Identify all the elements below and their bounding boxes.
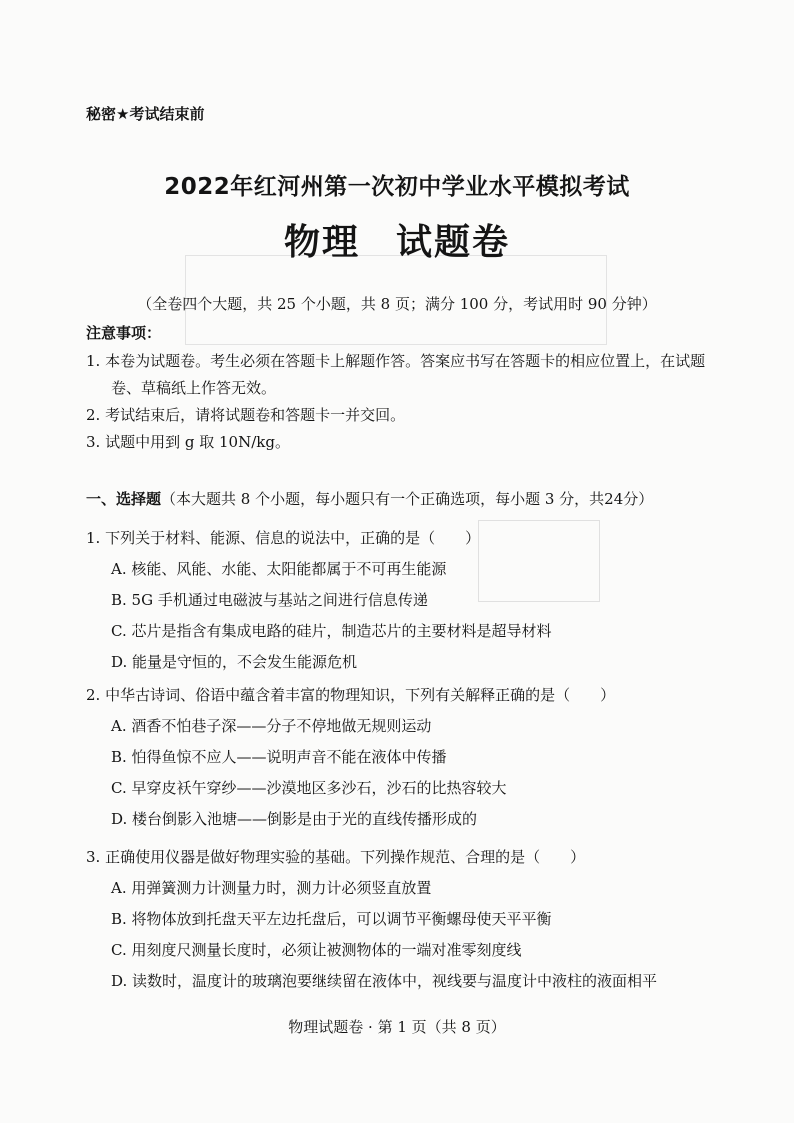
option-b: B. 将物体放到托盘天平左边托盘后，可以调节平衡螺母使天平平衡 [111, 910, 552, 928]
option-a: A. 核能、风能、水能、太阳能都属于不可再生能源 [111, 560, 447, 578]
section-label: 一、选择题 [86, 490, 162, 508]
paper-type: 试题卷 [396, 222, 511, 263]
option-a: A. 用弹簧测力计测量力时，测力计必须竖直放置 [111, 879, 432, 897]
exam-info: （全卷四个大题，共 25 个小题，共 8 页；满分 100 分，考试用时 90 分钟） [137, 295, 657, 313]
option-c: C. 早穿皮袄午穿纱——沙漠地区多沙石，沙石的比热容较大 [111, 779, 507, 797]
question-stem: 3. 正确使用仪器是做好物理实验的基础。下列操作规范、合理的是（ ） [86, 848, 586, 866]
note-item-continuation: 卷、草稿纸上作答无效。 [111, 379, 277, 397]
section-heading [86, 488, 653, 509]
bleed-through-circuit [478, 520, 600, 602]
note-text: 考试结束后，请将试题卷和答题卡一并交回。 [105, 406, 406, 424]
subject-title [0, 214, 794, 265]
confidential-label: 秘密★考试结束前 [86, 105, 205, 123]
note-number: 1. [86, 352, 101, 370]
note-text: 试题中用到 g 取 10N/kg。 [105, 433, 290, 451]
note-item [86, 350, 705, 371]
option-b: B. 怕得鱼惊不应人——说明声音不能在液体中传播 [111, 748, 447, 766]
note-text: 本卷为试题卷。考生必须在答题卡上解题作答。答案应书写在答题卡的相应位置上，在试题 [105, 352, 706, 370]
option-b: B. 5G 手机通过电磁波与基站之间进行信息传递 [111, 591, 428, 609]
exam-title: 2022年红河州第一次初中学业水平模拟考试 [164, 174, 630, 200]
note-item [86, 404, 405, 425]
notes-heading: 注意事项： [86, 324, 162, 342]
question-stem: 1. 下列关于材料、能源、信息的说法中，正确的是（ ） [86, 529, 481, 547]
option-a: A. 酒香不怕巷子深——分子不停地做无规则运动 [111, 717, 432, 735]
option-c: C. 用刻度尺测量长度时，必须让被测物体的一端对准零刻度线 [111, 941, 522, 959]
subject-name: 物理 [283, 222, 360, 263]
option-c: C. 芯片是指含有集成电路的硅片，制造芯片的主要材料是超导材料 [111, 622, 552, 640]
option-d: D. 读数时，温度计的玻璃泡要继续留在液体中，视线要与温度计中液柱的液面相平 [111, 972, 658, 990]
question-stem: 2. 中华古诗词、俗语中蕴含着丰富的物理知识，下列有关解释正确的是（ ） [86, 686, 616, 704]
note-number: 2. [86, 406, 101, 424]
option-d: D. 能量是守恒的，不会发生能源危机 [111, 653, 358, 671]
option-d: D. 楼台倒影入池塘——倒影是由于光的直线传播形成的 [111, 810, 478, 828]
note-item [86, 431, 290, 452]
page-footer: 物理试题卷 · 第 1 页（共 8 页） [288, 1018, 506, 1036]
section-description: （本大题共 8 个小题，每小题只有一个正确选项，每小题 3 分，共24分） [161, 490, 654, 508]
note-number: 3. [86, 433, 101, 451]
